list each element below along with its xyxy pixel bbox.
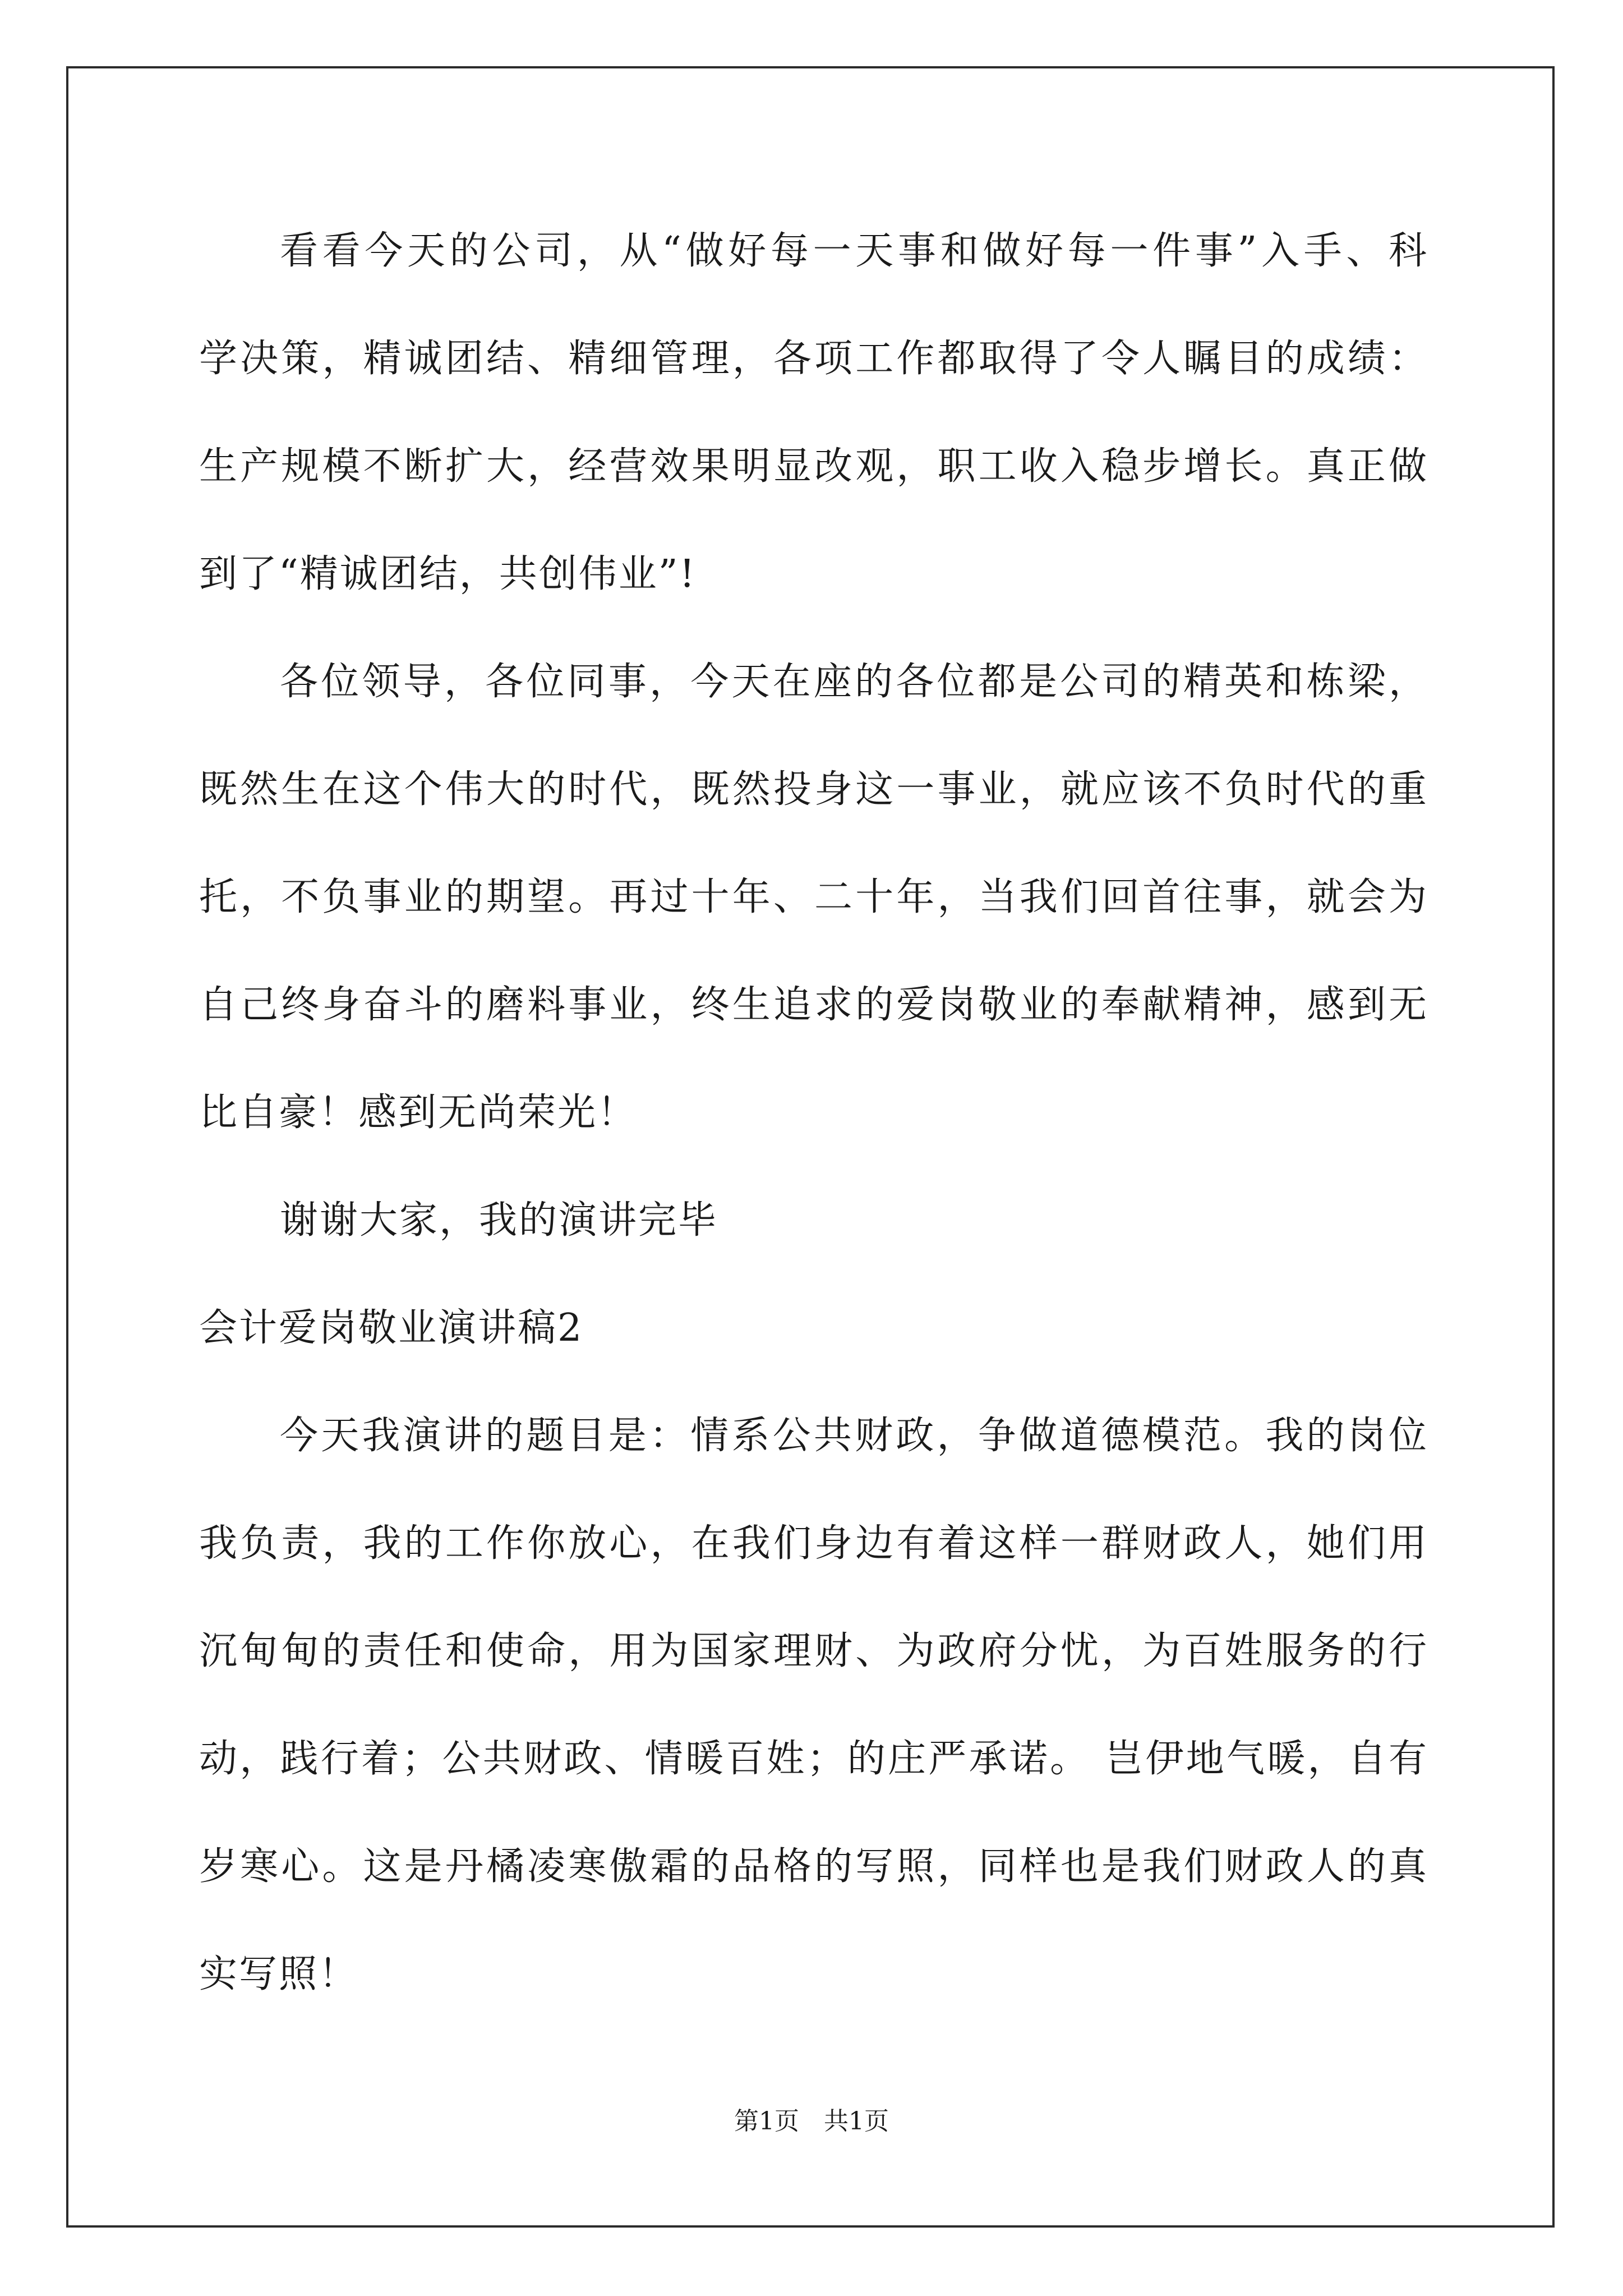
text-line: 看看今天的公司，从“做好每一天事和做好每一件事”入手、科 <box>280 229 1428 273</box>
closing-line: 谢谢大家，我的演讲完毕 <box>280 1198 718 1243</box>
text-line: 托，不负事业的期望。再过十年、二十年，当我们回首往事，就会为 <box>199 875 1428 919</box>
text-line: 学决策，精诚团结、精细管理，各项工作都取得了令人瞩目的成绩： <box>199 337 1428 381</box>
document-body <box>199 197 1428 2028</box>
text-line: 各位领导，各位同事，今天在座的各位都是公司的精英和栋梁， <box>280 660 1428 704</box>
text-line: 生产规模不断扩大，经营效果明显改观，职工收入稳步增长。真正做 <box>199 444 1428 489</box>
text-line: 实写照！ <box>199 1952 359 1996</box>
section-heading: 会计爱岗敬业演讲稿2 <box>199 1306 584 1350</box>
text-line: 我负责，我的工作你放心，在我们身边有着这样一群财政人，她们用 <box>199 1521 1428 1566</box>
paragraph-1 <box>199 197 1428 628</box>
text-line: 自己终身奋斗的磨料事业，终生追求的爱岗敬业的奉献精神，感到无 <box>199 983 1428 1027</box>
paragraph-3 <box>199 1382 1428 2028</box>
text-line: 沉甸甸的责任和使命，用为国家理财、为政府分忧，为百姓服务的行 <box>199 1629 1428 1673</box>
paragraph-2 <box>199 628 1428 1167</box>
page-footer: 第1页 共1页 <box>734 2107 889 2136</box>
text-line: 到了“精诚团结，共创伟业”! <box>199 552 697 596</box>
text-line: 今天我演讲的题目是：情系公共财政，争做道德模范。我的岗位 <box>280 1414 1428 1458</box>
text-line: 既然生在这个伟大的时代，既然投身这一事业，就应该不负时代的重 <box>199 767 1428 812</box>
text-line: 比自豪！感到无尚荣光！ <box>199 1091 638 1135</box>
text-line: 动，践行着；公共财政、情暖百姓；的庄严承诺。 岂伊地气暖，自有 <box>199 1737 1428 1781</box>
text-line: 岁寒心。这是丹橘凌寒傲霜的品格的写照，同样也是我们财政人的真 <box>199 1844 1428 1889</box>
